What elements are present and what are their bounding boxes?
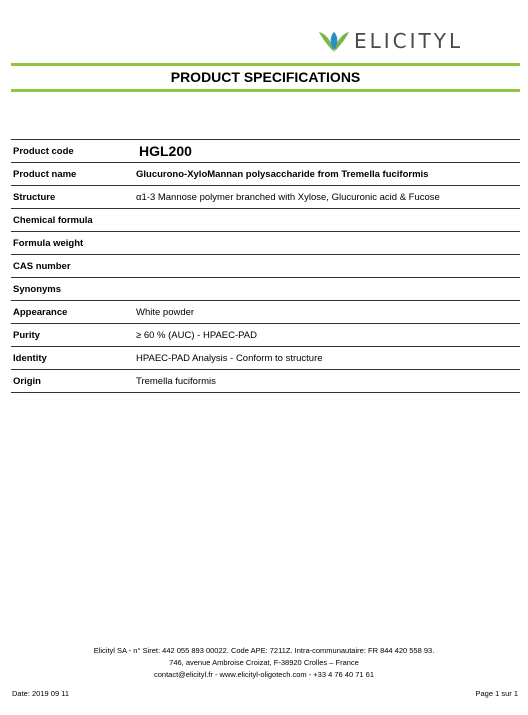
cas-number-value — [136, 255, 520, 278]
product-name-value: Glucurono-XyloMannan polysaccharide from Tremella fuciformis — [136, 163, 520, 186]
formula-weight-value — [136, 232, 520, 255]
table-row — [11, 186, 520, 209]
row-label: Structure — [11, 186, 136, 209]
table-row — [11, 278, 520, 301]
footer-registration: Elicityl SA - n° Siret: 442 055 893 00022. Code APE: 7211Z. Intra-communautaire: FR 844 420 558 93. — [93, 646, 435, 655]
document-date: Date: 2019 09 11 — [12, 689, 69, 698]
row-label: CAS number — [11, 255, 136, 278]
purity-value: ≥ 60 % (AUC) - HPAEC-PAD — [136, 324, 520, 347]
table-row — [11, 232, 520, 255]
specification-table — [11, 139, 520, 393]
table-row — [11, 324, 520, 347]
structure-value: α1-3 Mannose polymer branched with Xylose, Glucuronic acid & Fucose — [136, 186, 520, 209]
footer-contact: contact@elicityl.fr - www.elicityl-oligotech.com - +33 4 76 40 71 61 — [153, 670, 374, 679]
row-label: Product code — [11, 140, 136, 163]
footer-address: 746, avenue Ambroise Croizat, F-38920 Crolles – France — [169, 658, 359, 667]
logo-text: ELICITYL — [354, 29, 464, 53]
table-row — [11, 370, 520, 393]
row-label: Identity — [11, 347, 136, 370]
identity-value: HPAEC-PAD Analysis - Conform to structure — [136, 347, 520, 370]
table-row — [11, 347, 520, 370]
product-code-value: HGL200 — [139, 143, 192, 159]
page-number: Page 1 sur 1 — [475, 689, 518, 698]
appearance-value: White powder — [136, 301, 520, 324]
table-row — [11, 255, 520, 278]
row-label: Synonyms — [11, 278, 136, 301]
origin-value: Tremella fuciformis — [136, 370, 520, 393]
synonyms-value — [136, 278, 520, 301]
row-label: Chemical formula — [11, 209, 136, 232]
leaf-flower-icon — [318, 28, 350, 54]
title-bottom-rule — [11, 89, 520, 92]
row-label: Product name — [11, 163, 136, 186]
chemical-formula-value — [136, 209, 520, 232]
table-row — [11, 301, 520, 324]
row-label: Purity — [11, 324, 136, 347]
company-footer — [0, 645, 528, 681]
table-row — [11, 140, 520, 163]
elicityl-logo — [318, 26, 463, 56]
row-label: Origin — [11, 370, 136, 393]
table-row — [11, 209, 520, 232]
row-label: Appearance — [11, 301, 136, 324]
page-title: PRODUCT SPECIFICATIONS — [170, 69, 361, 85]
table-row — [11, 163, 520, 186]
row-label: Formula weight — [11, 232, 136, 255]
